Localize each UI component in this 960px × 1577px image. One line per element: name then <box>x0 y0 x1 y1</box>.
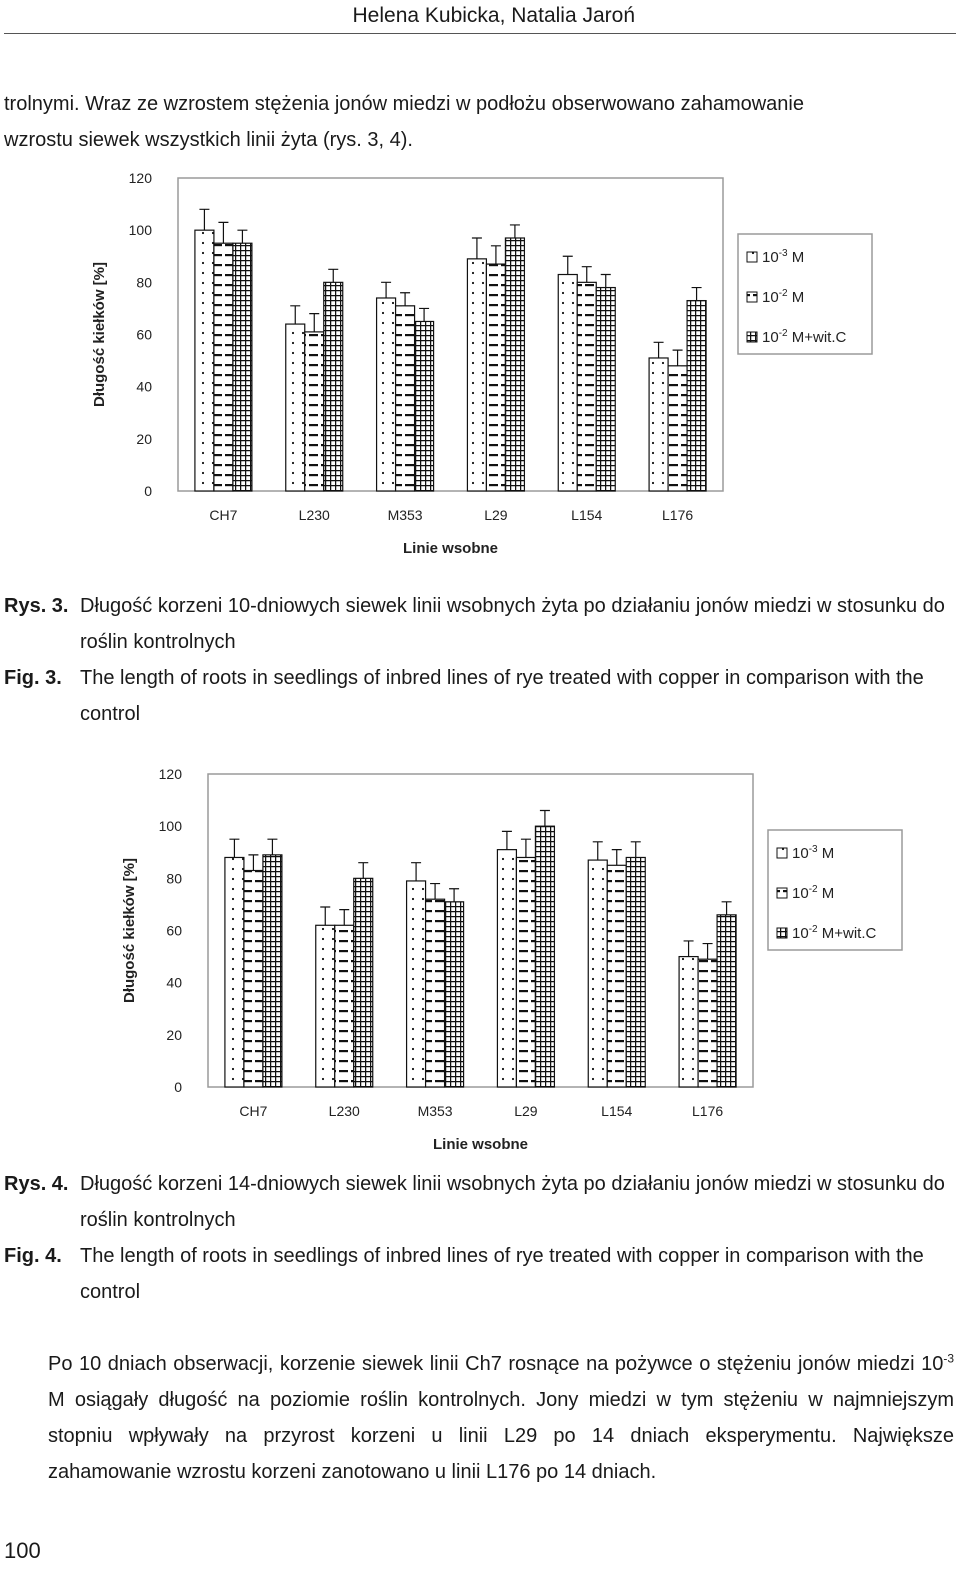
body-text-2: M osiągały długość na poziomie roślin kontrolnych. Jony miedzi w tym stężeniu w najmniejszym stopniu wpływały na przyrost korzeni u linii L29 po 14 dniach eksperymentu. Największe zahamowanie wzrostu korzeni zanotowano u linii L176 po 14 dniach. <box>48 1389 954 1483</box>
legend-swatch <box>747 332 757 342</box>
y-tick-label: 40 <box>166 974 182 991</box>
y-tick-label: 60 <box>166 922 182 939</box>
intro-paragraph <box>4 86 954 158</box>
error-bar <box>703 944 713 960</box>
legend-swatch <box>747 292 757 302</box>
error-bar <box>218 222 228 243</box>
bar <box>195 230 214 491</box>
figure-3-label-pl: Rys. 3. <box>4 595 69 617</box>
figure-3-label-en: Fig. 3. <box>4 667 62 689</box>
bar <box>263 855 282 1087</box>
error-bar <box>339 910 349 926</box>
plot-area <box>208 774 753 1087</box>
error-bar <box>540 811 550 827</box>
x-tick-label: L154 <box>601 1103 633 1119</box>
legend-label: $10^{-2}$ M+wit.C <box>762 328 847 346</box>
bar <box>286 324 305 491</box>
error-bar <box>510 225 520 238</box>
bar <box>335 925 354 1087</box>
error-bar <box>411 863 421 881</box>
error-bar <box>328 269 338 282</box>
legend-label: $10^{-2}$ M+wit.C <box>792 924 877 942</box>
chart-svg <box>110 756 910 1166</box>
intro-line-2: wzrostu siewek wszystkich linii żyta (rys. 3, 4). <box>4 129 413 151</box>
bar <box>535 826 554 1087</box>
error-bar <box>491 246 501 264</box>
legend-label: $10^{-3}$ M <box>792 844 835 862</box>
x-tick-label: L29 <box>484 507 508 523</box>
error-bar <box>673 350 683 366</box>
bar <box>649 358 668 491</box>
bar <box>596 288 615 491</box>
y-tick-label: 0 <box>144 483 152 499</box>
error-bar <box>229 839 239 857</box>
legend-label: $10^{-2}$ M <box>792 884 835 902</box>
bar <box>577 282 596 491</box>
bar <box>558 275 577 491</box>
x-tick-label: L230 <box>328 1103 360 1119</box>
y-tick-label: 20 <box>136 430 152 447</box>
figure-3-chart <box>80 160 880 570</box>
error-bar <box>684 941 694 957</box>
bar <box>505 238 524 491</box>
error-bar <box>593 842 603 860</box>
error-bar <box>430 884 440 900</box>
bar <box>233 243 252 491</box>
error-bar <box>521 839 531 857</box>
figure-3-text-pl: Długość korzeni 10-dniowych siewek linii wsobnych żyta po działaniu jonów miedzi w stosunku do roślin kontrolnych <box>80 595 945 653</box>
body-text-1: Po 10 dniach obserwacji, korzenie siewek linii Ch7 rosnące na pożywce o stężeniu jonów miedzi 10 <box>48 1353 944 1375</box>
x-tick-label: M353 <box>417 1103 453 1119</box>
y-tick-label: 100 <box>158 818 182 835</box>
error-bar <box>601 275 611 288</box>
bar <box>445 902 464 1087</box>
figure-3-caption-pl <box>4 588 954 660</box>
legend-label: $10^{-2}$ M <box>762 288 805 306</box>
header-authors: Helena Kubicka, Natalia Jaroń <box>352 4 635 27</box>
bar <box>396 306 415 491</box>
error-bar <box>563 256 573 274</box>
figure-4-caption-pl <box>4 1166 954 1238</box>
error-bar <box>237 230 247 243</box>
y-axis-label: Długość kiełków [%] <box>91 261 108 408</box>
error-bar <box>472 238 482 259</box>
y-tick-label: 40 <box>136 378 152 395</box>
figure-3-text-en: The length of roots in seedlings of inbred lines of rye treated with copper in comparison with the control <box>80 667 924 725</box>
legend-swatch <box>777 928 787 938</box>
figure-4-label-en: Fig. 4. <box>4 1245 62 1267</box>
bar <box>415 321 434 491</box>
x-tick-label: L154 <box>571 507 603 523</box>
x-tick-label: CH7 <box>239 1103 268 1119</box>
intro-line-1: trolnymi. Wraz ze wzrostem stężenia jonów miedzi w podłożu obserwowano zahamowanie <box>4 93 804 115</box>
figure-4-text-en: The length of roots in seedlings of inbred lines of rye treated with copper in comparison with the control <box>80 1245 924 1303</box>
figure-4-chart <box>110 756 910 1166</box>
page-number: 100 <box>4 1538 41 1563</box>
y-tick-label: 20 <box>166 1026 182 1043</box>
error-bar <box>358 863 368 879</box>
figure-4-caption-en <box>4 1238 954 1310</box>
error-bar <box>419 308 429 321</box>
bar <box>225 857 244 1087</box>
bar <box>687 301 706 491</box>
error-bar <box>692 288 702 301</box>
error-bar <box>267 839 277 855</box>
bar <box>354 878 373 1087</box>
legend-label: $10^{-3}$ M <box>762 248 805 266</box>
error-bar <box>449 889 459 902</box>
error-bar <box>582 267 592 283</box>
y-axis-label: Długość kiełków [%] <box>121 857 138 1004</box>
error-bar <box>400 293 410 306</box>
y-tick-label: 80 <box>166 870 182 887</box>
bar <box>717 915 736 1087</box>
bar <box>407 881 426 1087</box>
bar <box>516 857 535 1087</box>
x-tick-label: L29 <box>514 1103 538 1119</box>
plot-area <box>178 178 723 491</box>
bar <box>607 865 626 1087</box>
bar <box>588 860 607 1087</box>
error-bar <box>248 855 258 871</box>
error-bar <box>381 282 391 298</box>
y-tick-label: 80 <box>136 274 152 291</box>
body-paragraph <box>4 1346 954 1490</box>
error-bar <box>199 209 209 230</box>
error-bar <box>654 342 664 358</box>
bar <box>244 871 263 1087</box>
chart-svg <box>80 160 880 570</box>
figure-3-caption <box>4 588 954 732</box>
bar <box>626 857 645 1087</box>
figure-4-label-pl: Rys. 4. <box>4 1173 69 1195</box>
error-bar <box>309 314 319 332</box>
bar <box>324 282 343 491</box>
error-bar <box>631 842 641 858</box>
running-header <box>0 0 960 34</box>
bar <box>497 850 516 1087</box>
error-bar <box>502 831 512 849</box>
x-tick-label: L230 <box>298 507 330 523</box>
legend-swatch <box>777 888 787 898</box>
error-bar <box>290 306 300 324</box>
y-tick-label: 0 <box>174 1079 182 1095</box>
y-tick-label: 120 <box>128 170 152 186</box>
bar <box>214 243 233 491</box>
error-bar <box>612 850 622 866</box>
error-bar <box>320 907 330 925</box>
bar <box>467 259 486 491</box>
figure-3-caption-en <box>4 660 954 732</box>
figure-4-text-pl: Długość korzeni 14-dniowych siewek linii wsobnych żyta po działaniu jonów miedzi w stosunku do roślin kontrolnych <box>80 1173 945 1231</box>
x-axis-label: Linie wsobne <box>402 540 499 557</box>
y-tick-label: 100 <box>128 222 152 239</box>
bar <box>668 366 687 491</box>
legend-swatch <box>747 252 757 262</box>
bar <box>426 899 445 1087</box>
bar <box>486 264 505 491</box>
bar <box>305 332 324 491</box>
bar <box>679 957 698 1087</box>
y-tick-label: 120 <box>158 766 182 782</box>
figure-4-caption <box>4 1166 954 1310</box>
x-tick-label: L176 <box>662 507 694 523</box>
bar <box>377 298 396 491</box>
x-tick-label: M353 <box>387 507 423 523</box>
bar <box>698 959 717 1087</box>
x-axis-label: Linie wsobne <box>432 1136 529 1153</box>
body-superscript: -3 <box>943 1351 954 1366</box>
header-rule <box>4 33 956 34</box>
legend-swatch <box>777 848 787 858</box>
bar <box>316 925 335 1087</box>
y-tick-label: 60 <box>136 326 152 343</box>
x-tick-label: L176 <box>692 1103 724 1119</box>
error-bar <box>722 902 732 915</box>
x-tick-label: CH7 <box>209 507 238 523</box>
